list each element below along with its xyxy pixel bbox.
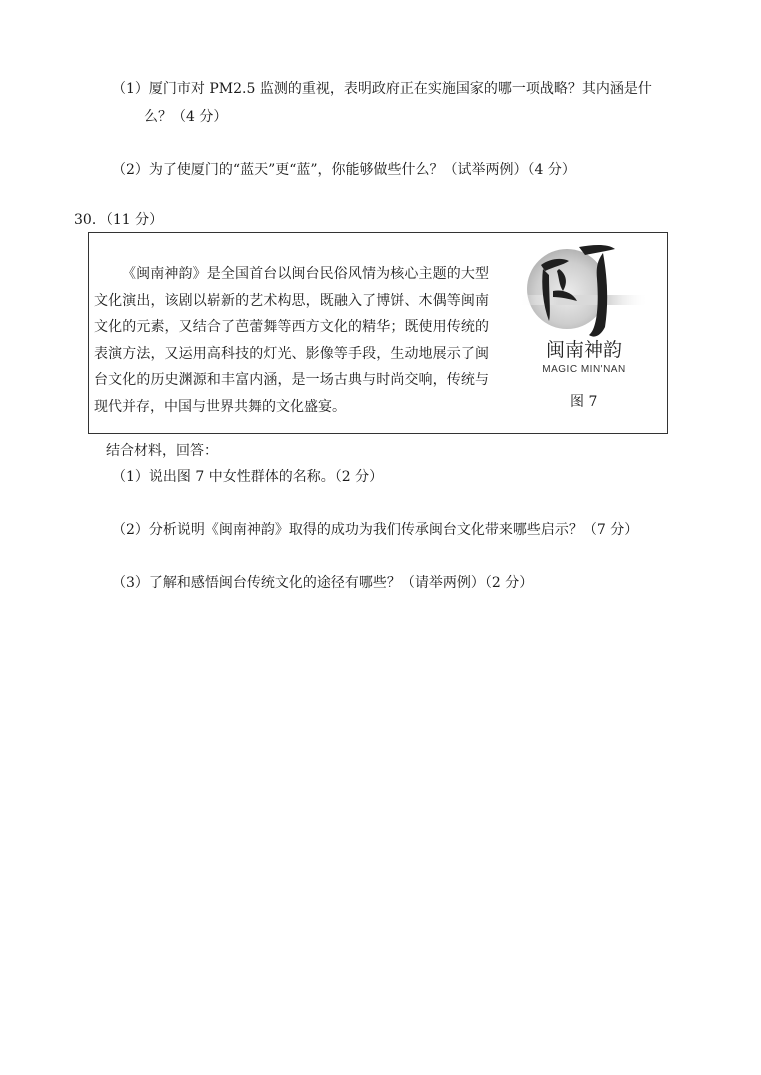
material-text: 《闽南神韵》是全国首台以闽台民俗风情为核心主题的大型文化演出，该剧以崭新的艺术构思，既融入了博饼、木偶等闽南文化的元素，又结合了芭蕾舞等西方文化的精华；既使用传统的表演方法，又运用高科技的灯光、影像等手段，生动地展示了闽台文化的历史渊源和丰富内涵，是一场古典与时尚交响，传统与现代并存，中国与世界共舞的文化盛宴。: [94, 266, 489, 415]
q30-part3: （3）了解和感悟闽台传统文化的途径有哪些？（请举两例）（2 分）: [112, 575, 534, 591]
logo-cn-title: 闽南神韵: [545, 339, 623, 361]
q29-part1-line1: （1）厦门市对 PM2.5 监测的重视，表明政府正在实施国家的哪一项战略？其内涵是什: [112, 81, 652, 97]
q29-part1-line2: 么？（4 分）: [144, 109, 228, 125]
q30-part2: （2）分析说明《闽南神韵》取得的成功为我们传承闽台文化带来哪些启示？（7 分）: [112, 522, 639, 538]
logo-en-title: MAGIC MIN'NAN: [542, 364, 626, 375]
q30-intro: 结合材料，回答：: [106, 443, 218, 459]
material-box: [88, 232, 668, 434]
magic-minnan-logo: [519, 235, 649, 383]
q29-part2: （2）为了使厦门的“蓝天”更“蓝”，你能够做些什么？（试举两例）（4 分）: [112, 162, 576, 178]
figure-caption: 图 7: [570, 394, 598, 410]
q30-heading: 30．（11 分）: [74, 212, 164, 228]
q30-part1: （1）说出图 7 中女性群体的名称。（2 分）: [112, 469, 384, 485]
